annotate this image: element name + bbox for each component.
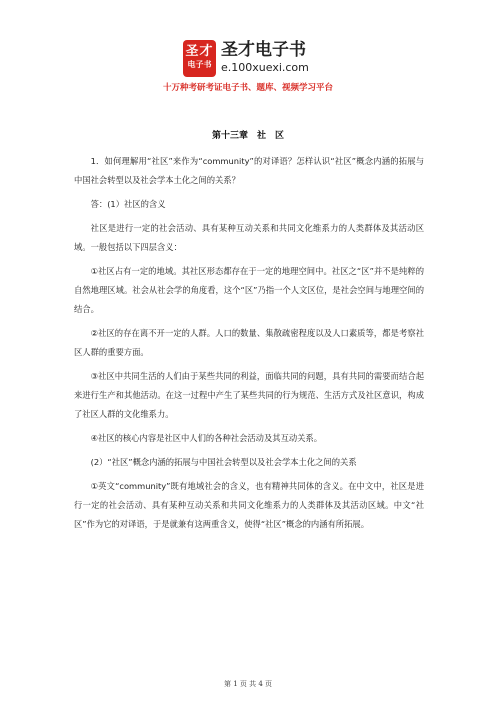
body-paragraph: ①社区占有一定的地域。其社区形态都存在于一定的地理空间中。社区之“区”并不是纯粹的自然地理区域。社会从社会学的角度看，这个“区”乃指一个人文区位，是社会空间与地理空间的结合。	[74, 266, 424, 314]
document-body	[74, 152, 424, 539]
page-footer: 第 1 页 共 4 页	[223, 680, 273, 688]
body-paragraph: ②社区的存在离不开一定的人群。人口的数量、集散疏密程度以及人口素质等，都是考察社区人群的重要方面。	[74, 328, 424, 357]
body-paragraph: ④社区的核心内容是社区中人们的各种社会活动及其互动关系。	[90, 433, 323, 443]
logo-name: 圣才电子书	[221, 40, 306, 60]
header-tagline: 十万种考研考证电子书、题库、视频学习平台	[162, 83, 333, 93]
logo-badge-line1: 圣才	[185, 44, 214, 59]
chapter-title: 第十三章 社 区	[211, 131, 284, 141]
logo-badge-icon	[183, 40, 216, 77]
logo-badge-line2: 电子书	[187, 60, 212, 69]
logo-url: e.100xuexi.com	[221, 61, 309, 74]
question-paragraph: 1．如何理解用“社区”来作为“community”的对译语？怎样认识“社区”概念内涵的拓展与中国社会转型以及社会学本土化之间的关系？	[74, 156, 424, 185]
body-paragraph: ①英文“community”既有地域社会的含义，也有精神共同体的含义。在中文中，社区是进行一定的社会活动、具有某种互动关系和共同文化维系力的人类群体及其活动区域。中文“社区”作为它的对译语，于是就兼有这两重含义，使得“社区”概念的内涵有所拓展。	[74, 481, 424, 529]
body-paragraph: 社区是进行一定的社会活动、具有某种互动关系和共同文化维系力的人类群体及其活动区域。一般包括以下四层含义：	[74, 223, 424, 252]
body-paragraph: ③社区中共同生活的人们由于某些共同的利益，面临共同的问题，具有共同的需要而结合起来进行生产和其他活动。在这一过程中产生了某些共同的行为规范、生活方式及社区意识，构成了社区人群的文化维系力。	[74, 371, 424, 419]
brand-logo	[183, 40, 309, 80]
section-heading: (2）“社区”概念内涵的拓展与中国社会转型以及社会学本土化之间的关系	[90, 457, 357, 467]
answer-heading: 答：(1）社区的含义	[90, 199, 166, 209]
